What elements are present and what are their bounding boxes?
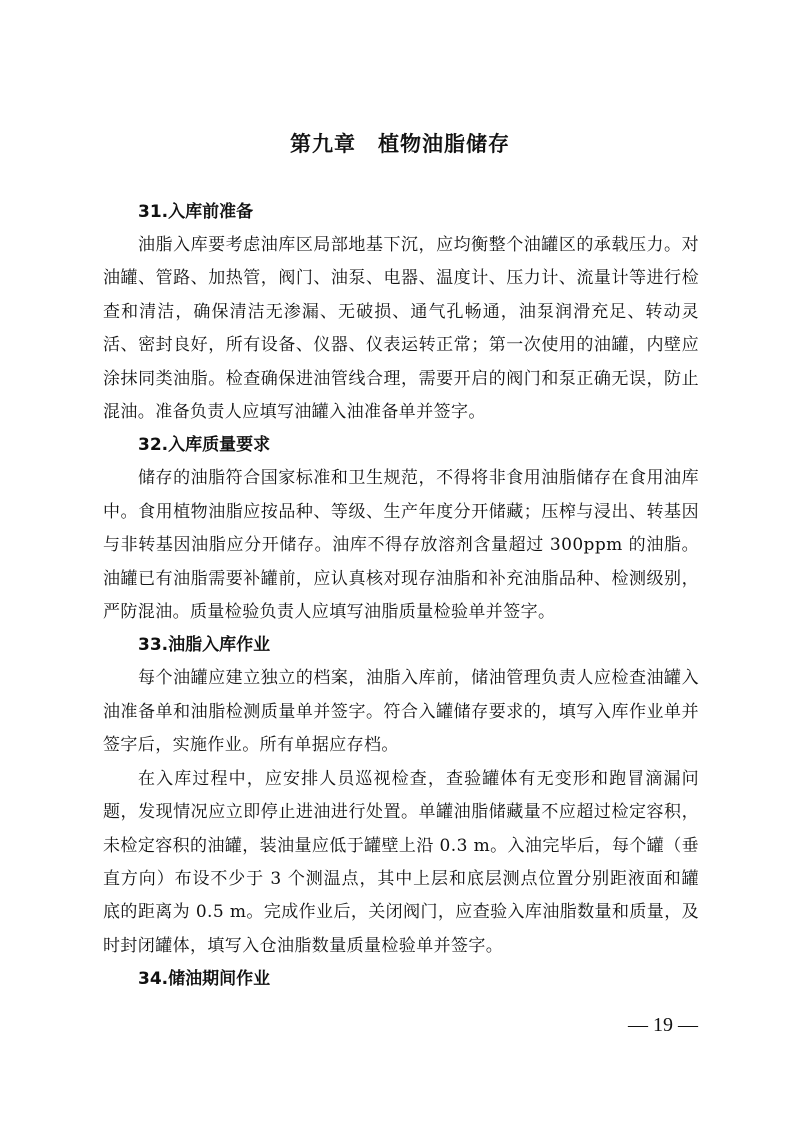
paragraph: 油脂入库要考虑油库区局部地基下沉，应均衡整个油罐区的承载压力。对油罐、管路、加热管，阀门、油泵、电器、温度计、压力计、流量计等进行检查和清洁，确保清洁无渗漏、无破损、通气孔畅通，油泵润滑充足、转动灵活、密封良好，所有设备、仪器、仪表运转正常；第一次使用的油罐，内壁应涂抹同类油脂。检查确保进油管线合理，需要开启的阀门和泵正确无误，防止混油。准备负责人应填写油罐入油准备单并签字。: [103, 235, 699, 423]
section-heading-32: 32.入库质量要求: [138, 435, 271, 456]
section-heading-31: 31.入库前准备: [138, 202, 254, 222]
chapter-number: 第九章: [290, 132, 356, 156]
paragraph: 在入库过程中，应安排人员巡视检查，查验罐体有无变形和跑冒滴漏问题，发现情况应立即停止进油进行处置。单罐油脂储藏量不应超过检定容积，未检定容积的油罐，装油量应低于罐壁上沿 0.3 m。入油完毕后，每个罐（垂直方向）布设不少于 3 个测温点，其中上层和底层测点位置分别距液面和罐底的距离为 0.5 m。完成作业后，关闭阀门，应查验入库油脂数量和质量，及时封闭罐体，填写入仓油脂数量质量检验单并签字。: [103, 768, 699, 956]
paragraph: 储存的油脂符合国家标准和卫生规范，不得将非食用油脂储存在食用油库中。食用植物油脂应按品种、等级、生产年度分开储藏；压榨与浸出、转基因与非转基因油脂应分开储存。油库不得存放溶剂含量超过 300ppm 的油脂。油罐已有油脂需要补罐前，应认真核对现存油脂和补充油脂品种、检测级别，严防混油。质量检验负责人应填写油脂质量检验单并签字。: [103, 468, 699, 623]
section-heading-34: 34.储油期间作业: [138, 969, 271, 990]
page-number: — 19 —: [628, 1014, 698, 1036]
document-body: [103, 196, 699, 996]
section-heading-33: 33.油脂入库作业: [138, 635, 271, 656]
chapter-name: 植物油脂储存: [378, 132, 510, 156]
chapter-title: [0, 128, 800, 158]
paragraph: 每个油罐应建立独立的档案，油脂入库前，储油管理负责人应检查油罐入油准备单和油脂检测质量单并签字。符合入罐储存要求的，填写入库作业单并签字后，实施作业。所有单据应存档。: [103, 668, 699, 756]
